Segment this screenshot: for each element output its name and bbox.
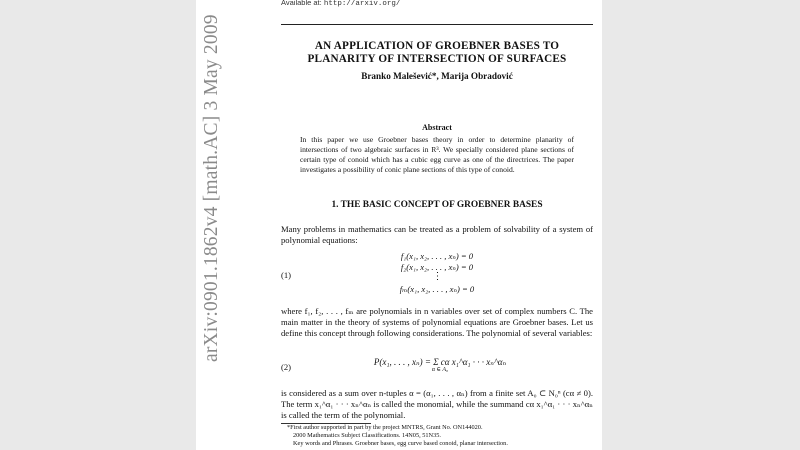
abstract-body: [300, 135, 574, 175]
section-heading: 1. THE BASIC CONCEPT OF GROEBNER BASES: [331, 200, 543, 210]
title-line-1: AN APPLICATION OF GROEBNER BASES TO: [314, 40, 560, 52]
paragraph-2: [281, 306, 593, 338]
arxiv-identifier: arXiv:0901.1862v4 [math.AC] 3 May 2009: [201, 14, 222, 362]
abstract-text: In this paper we use Groebner bases theory in order to determine planarity of intersections of two algebraic surfaces in R³. We specially considered plane sections of certain type of conoid which has a cubic egg curve as one of the directrices. The paper investigates a possibility of conic plane sections of this type of conoid.: [300, 135, 574, 174]
paper-authors: Branko Malešević*, Marija Obradović: [361, 71, 513, 81]
equation-1-vdots: ⋮: [432, 271, 442, 283]
abstract-heading: Abstract: [422, 123, 452, 132]
equation-1-line-1: f₁(x₁, x₂, . . . , xₙ) = 0: [400, 251, 474, 261]
arxiv-side-stamp: [196, 14, 228, 362]
equation-2-sum-subscript: α ∈ A₀: [431, 367, 449, 373]
equation-2-formula: P(x₁, . . . , xₙ) = Σ cα x₁^α₁ · · · xₙ^αₙ: [373, 357, 507, 367]
footnote-2: 2000 Mathematics Subject Classifications. 14N05, 51N35.: [293, 432, 441, 440]
equation-1-line-m: fₘ(x₁, x₂, . . . , xₙ) = 0: [399, 284, 475, 295]
paragraph-2-text: where f₁, f₂, . . . , fₘ are polynomials in n variables over set of complex numbers C. The main matter in the theory of systems of polynomial equations are Groebner bases. Let us define this concept through following considerations. The polynomial of several variables:: [281, 306, 593, 338]
paragraph-1: [281, 224, 593, 246]
available-url[interactable]: http://arxiv.org/: [323, 0, 401, 8]
paragraph-3: [281, 388, 593, 420]
available-prefix: Available at:: [281, 0, 322, 7]
equation-1-number: (1): [281, 270, 292, 280]
header-rule: [281, 24, 593, 25]
paragraph-1-text: Many problems in mathematics can be treated as a problem of solvability of a system of polynomial equations:: [281, 224, 593, 245]
title-line-2: PLANARITY OF INTERSECTION OF SURFACES: [307, 53, 567, 65]
footnotes: [281, 424, 593, 449]
equation-2-number: (2): [281, 362, 292, 372]
paper-title: [281, 40, 593, 66]
equation-1-line-2: f₂(x₁, x₂, . . . , xₙ) = 0: [400, 261, 474, 272]
equation-1: [281, 251, 593, 295]
equation-2: [340, 356, 540, 373]
footnote-1: *First author supported in part by the project MNTRS, Grant No. ON144020.: [287, 424, 483, 431]
footnote-3: Key words and Phrases. Groebner bases, egg curve based conoid, planar intersection.: [293, 440, 508, 448]
availability-line: [281, 0, 400, 8]
paragraph-3-text: is considered as a sum over n-tuples α = (α₁, . . . , αₙ) from a finite set A₀ ⊂ N₀ⁿ (cα ≠ 0). The term x₁^α₁ · · · xₙ^αₙ is called the monomial, while the summand cα x₁^α₁ · · · xₙ^αₙ is called the term of the polynomial.: [281, 388, 593, 420]
